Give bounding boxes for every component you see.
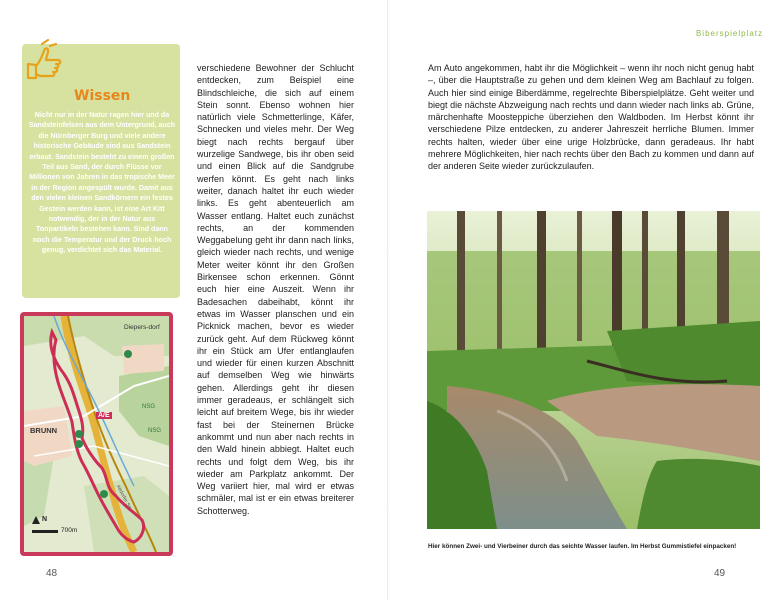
map-scale-bar — [32, 530, 58, 533]
north-arrow-icon — [32, 516, 40, 524]
running-head: Biberspielplatz — [695, 29, 763, 38]
page-gutter — [387, 0, 389, 600]
map-label-diepersdorf: Diepers-dorf — [124, 324, 160, 331]
photo-caption: Hier können Zwei- und Vierbeiner durch das seichte Wasser laufen. Im Herbst Gummistiefel einpacken! — [428, 543, 737, 550]
map-label-a-ve: A/E — [98, 412, 110, 419]
right-body-text: Am Auto angekommen, habt ihr die Möglichkeit – wenn ihr noch nicht genug habt –, über die Hauptstraße zu gehen und dem kleinen Weg am Bachlauf zu folgen. Auch hier sind einige Biberdämme, regelrechte Biberspielplätze. Geht weiter und biegt die nächste Abzweigung nach rechts und dann wieder nach links ab. Grüne, märchenhafte Moosteppiche überziehen den Waldboden. Im Herbst könnt ihr verschiedene Pilze entdecken, zu anderer Jahreszeit herrliche Blumen. Immer rechts halten, wieder über eine urige Holzbrücke, dann geradeaus. Ihr habt mehrere Möglichkeiten, hier nach rechts über den Bach zu kommen und dann auf der anderen Seite wieder zurückzulaufen. — [428, 63, 754, 172]
pointing-hand-icon — [22, 38, 66, 82]
map-label-road: Altdorfer Str. — [114, 484, 134, 512]
wissen-text: Nicht nur in der Natur ragen hier und da Sandsteinfelsen aus dem Untergrund, auch die Nürnberger Burg und viele andere historische Gebäude sind aus Sandstein erbaut. Sandstein besteht zu einem großen Teil aus Sand, der durch Flüsse vor Millionen von Jahren in das tropische Meer in der Region angespült wurde. Damit aus den vielen kleinen Sandkörnern ein festes Gestein werden kann, ist eine Art Kitt notwendig, der in der Natur aus Tonpartikeln bestehen kann. Sind dann noch die Temperatur und der Druck hoch genug, verdichtet sich das Material. — [28, 111, 176, 255]
map-label-brunn: BRUNN — [30, 426, 58, 435]
wissen-title: Wissen — [74, 88, 131, 104]
map-label-north: N — [42, 516, 48, 523]
forest-stream-photo — [427, 211, 760, 529]
map-label-nsg-2: NSG — [148, 428, 162, 434]
route-map — [20, 312, 173, 556]
map-label-nsg-1: NSG — [142, 404, 156, 410]
map-label-scale: 700m — [61, 527, 78, 534]
page-number-right: 49 — [714, 568, 726, 579]
left-body-text: verschiedene Bewohner der Schlucht entdecken, zum Beispiel eine Blindschleiche, die sich auf einem Stein sonnt. Ebenso wohnen hier natürlich viele Schmetterlinge, Käfer, Schnecken und vieles mehr. Der Weg biegt nach rechts bergauf über wurzelige Sandwege, bis ihr oben seid und einen Blick auf die Sandgrube werfen könnt. Es geht nach links weiter, danach haltet ihr euch wieder links. Es geht abenteuerlich am Wasser entlang. Haltet euch zunächst rechts, an der kommenden Weggabelung geht ihr dann nach links, gleich wieder nach rechts, und wenige Meter weiter könnt ihr den Großen Birkensee schon erkennen. Gönnt euch hier eine Auszeit. Wenn ihr Badesachen dabeihabt, könnt ihr etwas im Wasser planschen und ein Picknick machen, bevor es wieder zurück geht. Auf dem Rückweg könnt ihr ein Stück am Ufer entlanglaufen und wieder für einen kurzen Abschnitt auf demselben Weg wie hinwärts gehen. Allerdings geht ihr diesen immer geradeaus, er schlängelt sich leicht auf breitem Wege, bis ihr wieder fast bei der Steinernen Brücke ankommt und nun aber nach rechts in den Wald hinein abbiegt. Haltet euch rechts und folgt dem Weg, bis ihr wieder am Parkplatz ankommt. Der Weg variiert hier, mal wird er etwas schmäler, mal ist er ein etwas breiterer Schotterweg. — [197, 63, 354, 516]
page-number-left: 48 — [46, 568, 58, 579]
